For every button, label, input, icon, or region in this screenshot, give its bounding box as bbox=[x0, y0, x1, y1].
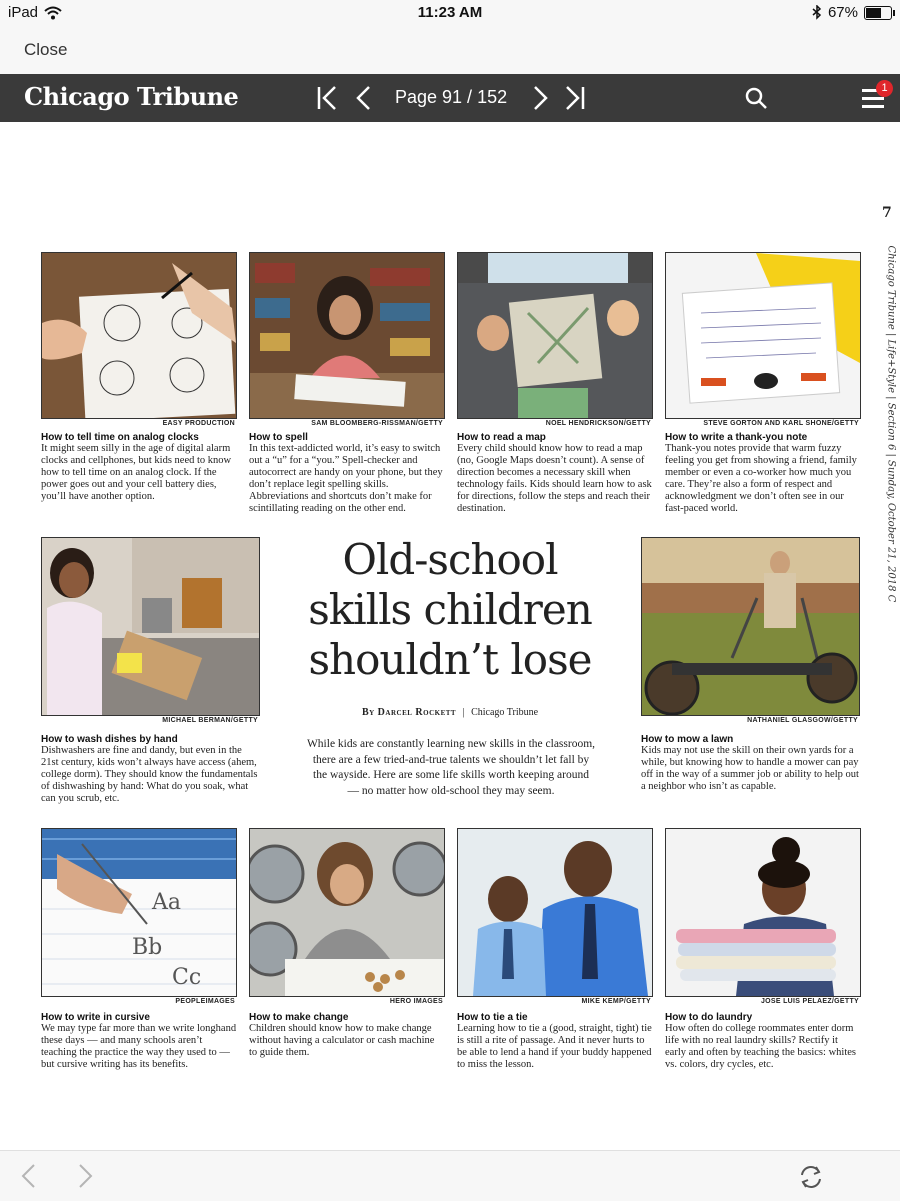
item-body-lawn: Kids may not use the skill on their own yards for a while, but knowing how to handle a mower can pay off in the way of a summer job or ability to help out a neighbor who isn’t as capable. bbox=[641, 745, 859, 792]
photo-cursive-writing bbox=[41, 828, 237, 997]
item-body-cursive: We may type far more than we write longhand these days — and many schools aren’t teaching the practice the way they used to — but cursive writing has its benefits. bbox=[41, 1023, 237, 1070]
byline bbox=[290, 707, 610, 718]
browser-bottom-bar bbox=[0, 1150, 900, 1201]
item-body-change: Children should know how to make change without having a calculator or cash machine to guide them. bbox=[249, 1023, 435, 1058]
first-page-icon[interactable] bbox=[315, 84, 341, 112]
photo-credit: EASY PRODUCTION bbox=[162, 420, 235, 427]
reader-toolbar bbox=[0, 74, 900, 122]
photo-credit: MIKE KEMP/GETTY bbox=[581, 998, 651, 1005]
last-page-icon[interactable] bbox=[562, 84, 588, 112]
photo-analog-clocks bbox=[41, 252, 237, 419]
photo-spelling-girl bbox=[249, 252, 445, 419]
photo-credit: NATHANIEL GLASGOW/GETTY bbox=[747, 717, 858, 724]
article-intro: While kids are constantly learning new skills in the classroom, there are a few tried-and-true talents we shouldn’t let fall by the wayside. Here are some life skills worth keeping around — no matter how old-school they may seem. bbox=[306, 738, 596, 797]
next-page-icon[interactable] bbox=[527, 84, 553, 112]
back-arrow-icon[interactable] bbox=[18, 1163, 40, 1189]
close-button[interactable]: Close bbox=[24, 40, 68, 59]
item-title-cursive: How to write in cursive bbox=[41, 1012, 150, 1023]
photo-making-change bbox=[249, 828, 445, 997]
photo-reading-map bbox=[457, 252, 653, 419]
device-label: iPad bbox=[8, 4, 39, 21]
item-title-dishes: How to wash dishes by hand bbox=[41, 734, 178, 745]
photo-credit: PEOPLEIMAGES bbox=[175, 998, 235, 1005]
clock: 11:23 AM bbox=[417, 4, 483, 21]
photo-doing-laundry bbox=[665, 828, 861, 997]
item-body-map: Every child should know how to read a map (no, Google Maps doesn’t count). A sense of direction becomes a necessary skill when technology fails. Kids should learn how to ask for directions, follow the steps and reach their destination. bbox=[457, 443, 652, 514]
item-title-map: How to read a map bbox=[457, 432, 546, 443]
folio-page-number: 7 bbox=[882, 205, 892, 221]
notification-badge: 1 bbox=[876, 80, 893, 97]
status-bar bbox=[0, 0, 900, 26]
item-body-tie: Learning how to tie a (good, straight, tight) tie is still a rite of passage. And it never hurts to be able to lend a hand if your buddy happened to miss the lesson. bbox=[457, 1023, 652, 1070]
photo-thank-you-note bbox=[665, 252, 861, 419]
item-body-laundry: How often do college roommates enter dorm life with no real laundry skills? Rectify it early and often by teaching the basics: whites vs. colors, dry cycles, etc. bbox=[665, 1023, 856, 1070]
item-title-tell-time: How to tell time on analog clocks bbox=[41, 432, 199, 443]
item-body-tell-time: It might seem silly in the age of digital alarm clocks and cellphones, but kids need to know how to tell time on an analog clock. If the power goes out and your cell battery dies, you’ll have another option. bbox=[41, 443, 232, 502]
battery-icon bbox=[864, 6, 892, 20]
byline-author: By Darcel Rockett bbox=[361, 707, 457, 718]
byline-outlet: Chicago Tribune bbox=[471, 707, 539, 718]
svg-text:Cc: Cc bbox=[172, 965, 202, 990]
photo-washing-dishes bbox=[41, 537, 260, 716]
forward-arrow-icon[interactable] bbox=[74, 1163, 96, 1189]
item-title-change: How to make change bbox=[249, 1012, 349, 1023]
folio-section-text: Chicago Tribune | Life+Style | Section 6 | Sunday, October 21, 2018 C bbox=[885, 245, 897, 603]
bluetooth-icon bbox=[812, 5, 822, 20]
photo-credit: SAM BLOOMBERG-RISSMAN/GETTY bbox=[311, 420, 443, 427]
article-headline: Old-school skills children shouldn’t lose bbox=[308, 535, 592, 684]
newspaper-logo: Chicago Tribune bbox=[24, 82, 239, 111]
photo-credit: JOSE LUIS PELAEZ/GETTY bbox=[760, 998, 859, 1005]
item-body-dishes: Dishwashers are fine and dandy, but even in the 21st century, kids won’t always have access (ahem, college dorm). They should know the fundamentals of dishwashing by hand: What do you soak, what can you scrub, etc. bbox=[41, 745, 258, 804]
close-bar bbox=[0, 26, 900, 74]
photo-credit: STEVE GORTON AND KARL SHONE/GETTY bbox=[703, 420, 859, 427]
item-title-lawn: How to mow a lawn bbox=[641, 734, 734, 745]
photo-mowing-lawn bbox=[641, 537, 860, 716]
item-title-tie: How to tie a tie bbox=[457, 1012, 528, 1023]
item-title-spell: How to spell bbox=[249, 432, 308, 443]
photo-credit: NOEL HENDRICKSON/GETTY bbox=[545, 420, 651, 427]
search-icon[interactable] bbox=[744, 86, 770, 112]
photo-credit: MICHAEL BERMAN/GETTY bbox=[162, 717, 258, 724]
item-title-laundry: How to do laundry bbox=[665, 1012, 753, 1023]
item-body-spell: In this text-addicted world, it’s easy to switch out a “u” for a “you.” Spell-checker and autocorrect are handy on your phone, but they don’t replace legit spelling skills. Abbreviations and shortcuts don’t make for scintillating reading on the other end. bbox=[249, 443, 443, 514]
item-title-thank-you: How to write a thank-you note bbox=[665, 432, 808, 443]
refresh-icon[interactable] bbox=[797, 1163, 825, 1191]
item-body-thank-you: Thank-you notes provide that warm fuzzy feeling you get from showing a friend, family member or even a co-worker how much you care. They’re also a form of respect and acknowledgment we don’t often see in our fast-paced world. bbox=[665, 443, 857, 514]
svg-text:Bb: Bb bbox=[132, 935, 163, 960]
photo-credit: HERO IMAGES bbox=[389, 998, 443, 1005]
svg-text:Aa: Aa bbox=[152, 890, 182, 915]
page-indicator: Page 91 / 152 bbox=[395, 87, 508, 107]
byline-separator: | bbox=[462, 707, 465, 718]
previous-page-icon[interactable] bbox=[352, 84, 378, 112]
photo-tying-tie bbox=[457, 828, 653, 997]
battery-percent: 67% bbox=[827, 4, 858, 21]
